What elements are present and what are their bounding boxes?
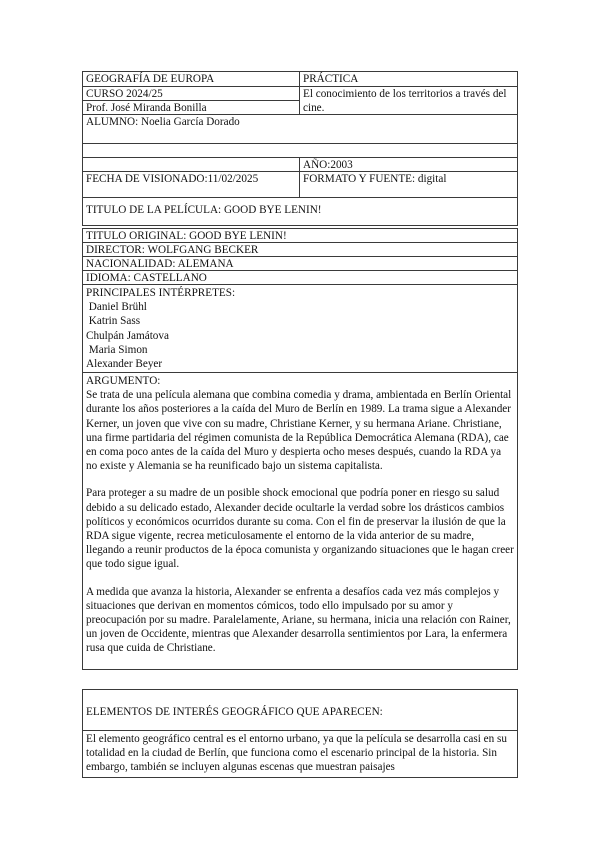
practice-label-cell xyxy=(299,71,518,87)
year-left-blank xyxy=(82,157,300,172)
original-title-text: TITULO ORIGINAL: GOOD BYE LENIN! xyxy=(86,230,287,242)
cast-member-5: Alexander Beyer xyxy=(86,358,163,371)
director-text: DIRECTOR: WOLFGANG BECKER xyxy=(86,244,259,256)
year-text: AÑO:2003 xyxy=(303,159,353,171)
argument-label: ARGUMENTO: xyxy=(86,375,161,387)
geography-label: ELEMENTOS DE INTERÉS GEOGRÁFICO QUE APARECEN: xyxy=(86,706,383,718)
cast-member-3: Chulpán Jamátova xyxy=(86,329,169,342)
year-cell xyxy=(299,157,518,172)
cast-member-2: Katrin Sass xyxy=(86,315,141,328)
nationality-cell xyxy=(82,256,518,271)
course-text: CURSO 2024/25 xyxy=(86,88,163,100)
nationality-text: NACIONALIDAD: ALEMANA xyxy=(86,258,234,270)
student-cell xyxy=(82,114,518,144)
film-title-cell xyxy=(82,197,518,226)
cast-cell xyxy=(82,284,518,373)
geography-label-cell xyxy=(82,689,518,731)
argument-paragraph-1: Se trata de una película alemana que combina comedia y drama, ambientada en Berlín Oriental durante los años posteriores a la caída del Muro de Berlín en 1989. La trama sigue a Alexander Kerner, un joven que vive con su madre, Christiane Kerner, y su hermana Ariane. Christiane, una firme partidaria del régimen comunista de la República Democrática Alemana (RDA), cae en coma poco antes de la caída del Muro y despierta ocho meses después, cuando la RDA ya no existe y Alemania se ha reunificado bajo un sistema capitalista. xyxy=(86,389,512,473)
viewing-date-text: FECHA DE VISIONADO:11/02/2025 xyxy=(86,173,259,185)
format-text: FORMATO Y FUENTE: digital xyxy=(303,173,447,185)
subject-text: GEOGRAFÍA DE EUROPA xyxy=(86,73,215,85)
original-title-cell xyxy=(82,228,518,243)
practice-label: PRÁCTICA xyxy=(303,73,359,85)
argument-cell xyxy=(82,372,518,670)
course-cell xyxy=(82,86,300,101)
viewing-date-cell xyxy=(82,171,300,198)
cast-member-1: Daniel Brühl xyxy=(86,301,147,314)
practice-title-cell xyxy=(299,86,518,115)
cast-member-4: Maria Simon xyxy=(86,343,148,356)
cast-label: PRINCIPALES INTÉRPRETES: xyxy=(86,287,236,299)
format-cell xyxy=(299,171,518,198)
language-text: IDIOMA: CASTELLANO xyxy=(86,272,207,284)
subject-cell xyxy=(82,71,300,87)
practice-title: El conocimiento de los territorios a través del cine. xyxy=(303,88,507,114)
director-cell xyxy=(82,242,518,257)
professor-cell xyxy=(82,100,300,115)
language-cell xyxy=(82,270,518,285)
argument-paragraph-3: A medida que avanza la historia, Alexander se enfrenta a desafíos cada vez más complejos y situaciones que derivan en momentos cómicos, todo ello impulsado por su amor y preocupación por su madre. Paralelamente, Ariane, su hermana, inicia una relación con Rainer, un joven de Occidente, mientras que Alexander desarrolla sentimientos por Lara, la enfermera rusa que cuida de Christiane. xyxy=(86,585,511,655)
professor-text: Prof. José Miranda Bonilla xyxy=(86,102,207,114)
blank-row xyxy=(82,143,518,158)
geography-text: El elemento geográfico central es el entorno urbano, ya que la película se desarrolla casi en su totalidad en la ciudad de Berlín, que funciona como el escenario principal de la historia. Sin embargo, también se incluyen algunas escenas que muestran paisajes xyxy=(86,733,507,774)
geography-text-cell xyxy=(82,730,518,778)
film-title-text: TITULO DE LA PELÍCULA: GOOD BYE LENIN! xyxy=(86,204,322,216)
student-text: ALUMNO: Noelia García Dorado xyxy=(86,116,240,128)
argument-paragraph-2: Para proteger a su madre de un posible shock emocional que podría poner en riesgo su salud debido a su delicado estado, Alexander decide ocultarle la verdad sobre los drásticos cambios políticos y económicos ocurridos durante su coma. Con el fin de preservar la ilusión de que la RDA sigue vigente, recrea meticulosamente el entorno de la vida anterior de su madre, llegando a reunir productos de la época comunista y organizando situaciones que le hagan creer que todo sigue igual. xyxy=(86,487,514,571)
